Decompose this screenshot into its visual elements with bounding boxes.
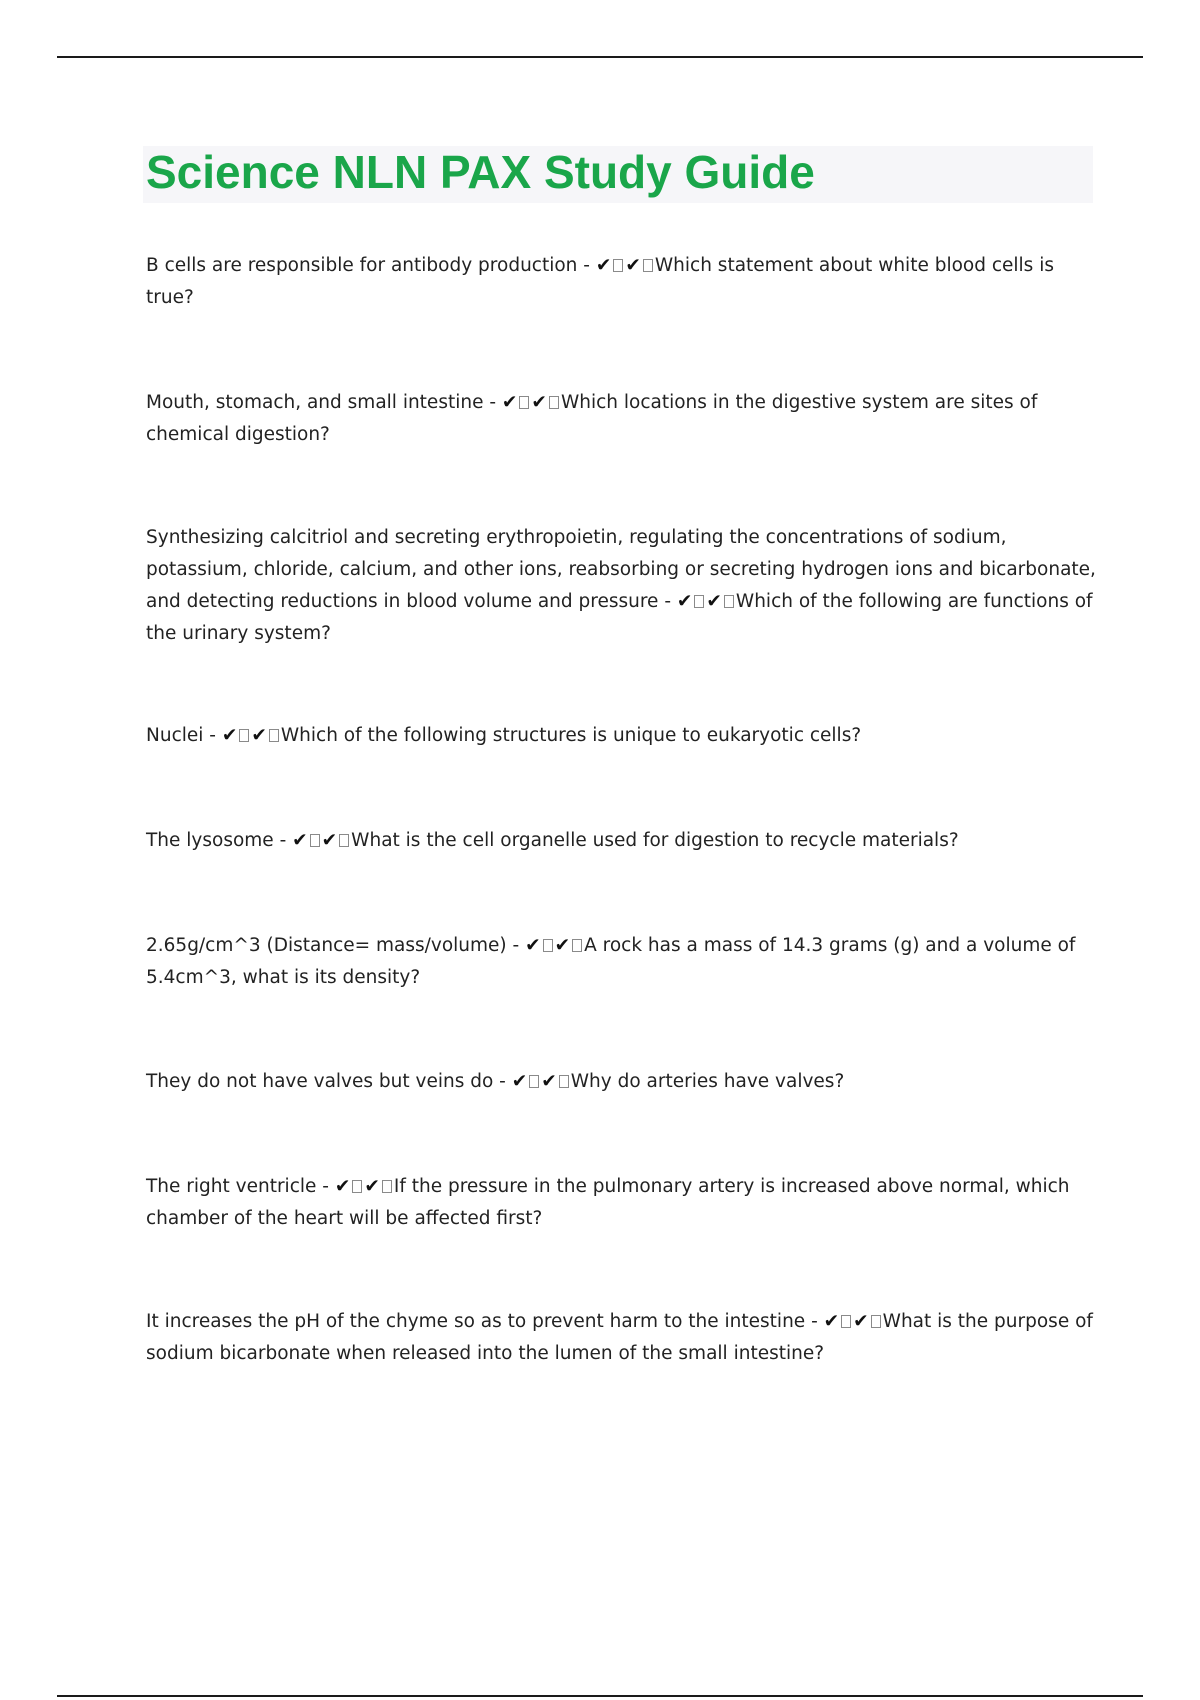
- checkmark-icon: ✔: [251, 725, 267, 746]
- box-icon: [529, 1075, 539, 1088]
- box-icon: [613, 259, 623, 272]
- question-text: Why do arteries have valves?: [570, 1071, 845, 1092]
- box-icon: [352, 1180, 362, 1193]
- box-icon: [549, 396, 559, 409]
- qa-entry-3: [146, 522, 1096, 650]
- box-icon: [239, 729, 249, 742]
- separator: -: [493, 1071, 512, 1092]
- qa-entry-8: [146, 1171, 1096, 1235]
- separator: -: [506, 935, 526, 956]
- checkmark-icon: ✔: [823, 1311, 840, 1332]
- separator: -: [658, 591, 677, 612]
- question-text: What is the purpose of sodium bicarbonate when released into the lumen of the small intestine?: [146, 1311, 1093, 1364]
- question-text: Which of the following are functions of the urinary system?: [146, 591, 1093, 644]
- document-title: Science NLN PAX Study Guide: [146, 146, 815, 198]
- checkmark-icon: ✔: [321, 830, 338, 851]
- checkmark-icon: ✔: [676, 591, 693, 612]
- checkmark-icon: ✔: [554, 935, 571, 956]
- box-icon: [841, 1315, 851, 1328]
- question-text: Which locations in the digestive system are sites of chemical digestion?: [146, 392, 1038, 445]
- box-icon: [643, 259, 653, 272]
- question-text: A rock has a mass of 14.3 grams (g) and a volume of 5.4cm^3, what is its density?: [146, 935, 1076, 988]
- box-icon: [694, 595, 704, 608]
- box-icon: [724, 595, 734, 608]
- box-icon: [310, 834, 320, 847]
- answer-text: It increases the pH of the chyme so as to prevent harm to the intestine: [146, 1311, 806, 1332]
- checkmark-icon: ✔: [525, 935, 541, 956]
- checkmark-icon: ✔: [595, 255, 612, 276]
- answer-text: Mouth, stomach, and small intestine: [146, 392, 484, 413]
- checkmark-icon: ✔: [511, 1071, 528, 1092]
- answer-text: Synthesizing calcitriol and secreting erythropoietin, regulating the concentrations of sodium, potassium, chloride, calcium, and other ions, reabsorbing or secreting hydrogen ions and bicarbonate, and detecting reductions in blood volume and pressure: [146, 527, 1096, 612]
- separator: -: [273, 830, 293, 851]
- checkmark-icon: ✔: [364, 1176, 380, 1197]
- checkmark-icon: ✔: [531, 392, 547, 413]
- separator: -: [483, 392, 502, 413]
- checkmark-icon: ✔: [221, 725, 238, 746]
- top-rule: [57, 56, 1143, 58]
- answer-text: The lysosome: [146, 830, 274, 851]
- checkmark-icon: ✔: [625, 255, 641, 276]
- answer-text: Nuclei: [146, 725, 204, 746]
- question-text: Which statement about white blood cells is true?: [146, 255, 1054, 308]
- qa-entry-6: [146, 930, 1096, 994]
- answer-text: The right ventricle: [146, 1176, 317, 1197]
- box-icon: [543, 939, 553, 952]
- separator: -: [805, 1311, 824, 1332]
- answer-text: They do not have valves but veins do: [146, 1071, 494, 1092]
- box-icon: [382, 1180, 392, 1193]
- separator: -: [577, 255, 596, 276]
- box-icon: [559, 1075, 569, 1088]
- separator: -: [316, 1176, 335, 1197]
- qa-entry-7: [146, 1066, 1096, 1098]
- checkmark-icon: ✔: [292, 830, 308, 851]
- box-icon: [339, 834, 349, 847]
- checkmark-icon: ✔: [541, 1071, 557, 1092]
- box-icon: [519, 396, 529, 409]
- qa-entry-1: [146, 250, 1096, 314]
- box-icon: [871, 1315, 881, 1328]
- box-icon: [269, 729, 279, 742]
- qa-entry-5: [146, 825, 1096, 857]
- question-text: What is the cell organelle used for digestion to recycle materials?: [351, 830, 959, 851]
- bottom-rule: [57, 1695, 1143, 1697]
- separator: -: [203, 725, 222, 746]
- question-text: Which of the following structures is unique to eukaryotic cells?: [280, 725, 862, 746]
- qa-entry-4: [146, 720, 1096, 752]
- checkmark-icon: ✔: [501, 392, 518, 413]
- question-text: If the pressure in the pulmonary artery is increased above normal, which chamber of the heart will be affected first?: [146, 1176, 1070, 1229]
- checkmark-icon: ✔: [853, 1311, 869, 1332]
- box-icon: [572, 939, 582, 952]
- qa-entry-2: [146, 387, 1096, 451]
- qa-entry-9: [146, 1306, 1096, 1370]
- checkmark-icon: ✔: [334, 1176, 351, 1197]
- answer-text: 2.65g/cm^3 (Distance= mass/volume): [146, 935, 507, 956]
- checkmark-icon: ✔: [706, 591, 722, 612]
- answer-text: B cells are responsible for antibody production: [146, 255, 578, 276]
